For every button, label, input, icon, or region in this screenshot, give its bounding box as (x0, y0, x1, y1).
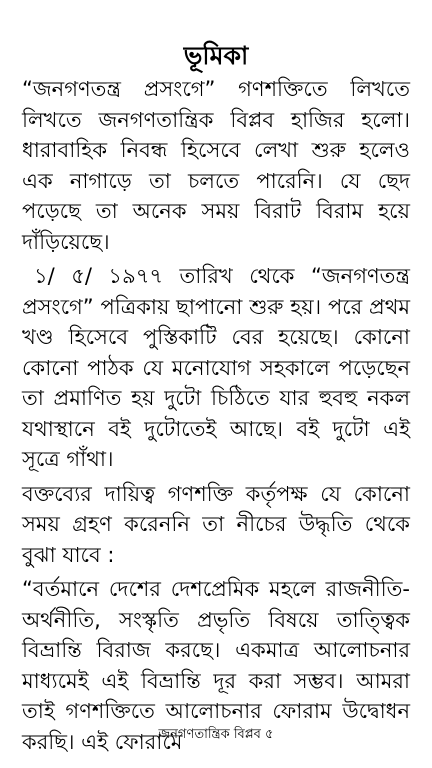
paragraph-3: বক্তব্যের দায়িত্ব গণশক্তি কর্তৃপক্ষ যে কোনো সময় গ্রহণ করেননি তা নীচের উদ্ধৃতি থেকে বুঝা যাবে : (22, 481, 410, 567)
page-footer: জনগণতান্ত্রিক বিপ্লব ৫ (158, 727, 274, 742)
paragraph-4: “বর্তমানে দেশের দেশপ্রেমিক মহলে রাজনীতি- অর্থনীতি, সংস্কৃতি প্রভৃতি বিষয়ে তাত্ত্বিক বিভ্রান্তি বিরাজ করছে। একমাত্র আলোচনার মাধ্যমেই এই বিভ্রান্তি দূর করা সম্ভব। আমরা তাই গণশক্তিতে আলোচনার ফোরাম উদ্বোধন করছি। এই ফোরামে (22, 577, 410, 754)
paragraph-1: “জনগণতন্ত্র প্রসংগে” গণশক্তিতে লিখতে লিখতে জনগণতান্ত্রিক বিপ্লব হাজির হলো। ধারাবাহিক নিবন্ধ হিসেবে লেখা শুরু হলেও এক নাগাড়ে তা চলতে পারেনি। যে ছেদ পড়েছে তা অনেক সময় বিরাট বিরাম হয়ে দাঁড়িয়েছে। (22, 77, 410, 254)
page-title: ভূমিকা (183, 41, 249, 70)
paragraph-2: ১/ ৫/ ১৯৭৭ তারিখ থেকে “জনগণতন্ত্র প্রসংগে” পত্রিকায় ছাপানো শুরু হয়। পরে প্রথম খণ্ড হিসেবে পুস্তিকাটি বের হয়েছে। কোনো কোনো পাঠক যে মনোযোগ সহকালে পড়েছেন তা প্রমাণিত হয় দুটো চিঠিতে যার হুবহু নকল যথাস্থানে বই দুটোতেই আছে। বই দুটো এই সূত্রে গাঁথা। (22, 264, 410, 471)
